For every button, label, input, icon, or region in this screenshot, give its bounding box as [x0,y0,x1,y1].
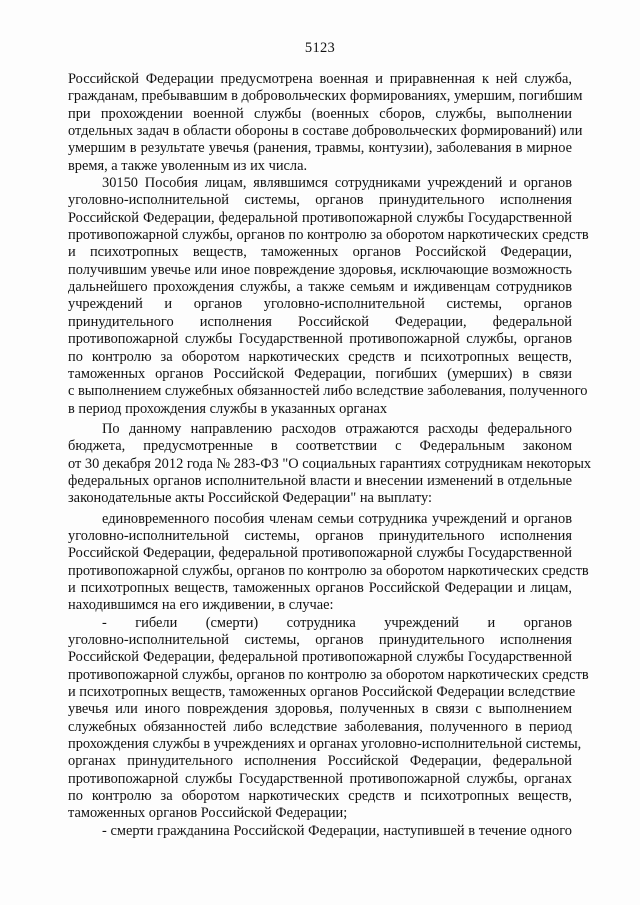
text-line: время, а также уволенным из их числа. [68,157,308,174]
text-line: гражданам, пребывавшим в добровольческих формированиях, умершим, погибшим [68,88,583,105]
text-line: таможенных органов Российской Федерации, погибших (умерших) в связи [68,365,572,382]
text-line: уголовно-исполнительной системы, органов принудительного исполнения [68,632,572,648]
text-line: от 30 декабря 2012 года № 283-ФЗ "О социальных гарантиях сотрудникам некоторых [68,455,592,472]
text-line: противопожарной службы Государственной противопожарной службы, органов [68,331,572,348]
text-line: дальнейшего прохождения службы, а также семьям и иждивенцам сотрудников [68,279,572,296]
text-line: 30150 Пособия лицам, являвшимся сотрудниками учреждений и органов [102,175,572,192]
text-line: по контролю за оборотом наркотических средств и психотропных веществ, [68,348,572,365]
text-line: Российской Федерации, федеральной противопожарной службы Государственной [68,545,572,562]
text-line: По данному направлению расходов отражаются расходы федерального [102,420,572,437]
text-line: и психотропных веществ, таможенных органов Российской Федерации, [68,244,572,261]
text-line: и психотропных веществ, таможенных органов Российской Федерации вследствие [68,684,576,701]
paragraph-lump-sum [68,510,589,615]
paragraph-30150 [68,175,589,418]
text-line: умершим в результате увечья (ранения, травмы, контузии), заболевания в мирное [68,140,572,157]
paragraph-death-case [68,614,589,823]
text-line: Российской Федерации, федеральной противопожарной службы Государственной [68,209,572,226]
text-line: - смерти гражданина Российской Федерации, наступившей в течение одного [102,822,572,839]
text-line: противопожарной службы, органов по контролю за оборотом наркотических средств [68,562,589,579]
document-body [68,71,592,840]
text-line: получившим увечье или иное повреждение здоровья, исключающие возможность [68,261,572,278]
text-line: служебных обязанностей либо вследствие заболевания, полученного в период [68,718,572,735]
text-line: противопожарной службы, органов по контролю за оборотом наркотических средств [68,666,589,683]
text-line: Российской Федерации, федеральной противопожарной службы Государственной [68,649,572,666]
text-line: таможенных органов Российской Федерации; [68,805,348,822]
text-line: по контролю за оборотом наркотических средств и психотропных веществ, [68,788,572,805]
text-line: увечья или иного повреждения здоровья, полученных в связи с выполнением [68,701,572,718]
text-line: законодательные акты Российской Федерации" на выплату: [68,490,432,507]
text-line: органах принудительного исполнения Российской Федерации, федеральной [68,753,572,770]
text-line: принудительного исполнения Российской Федерации, федеральной [68,313,572,330]
text-line: находившимся на его иждивении, в случае: [68,597,334,614]
text-line: федеральных органов исполнительной власти и внесении изменений в отдельные [68,472,572,489]
text-line: единовременного пособия членам семьи сотрудника учреждений и органов [102,510,572,527]
text-line: - гибели (смерти) сотрудника учреждений и органов [102,614,572,631]
text-line: с выполнением служебных обязанностей либо вследствие заболевания, полученного [68,383,588,400]
text-line: уголовно-исполнительной системы, органов принудительного исполнения [68,527,572,544]
text-line: противопожарной службы, органов по контролю за оборотом наркотических средств [68,227,589,244]
text-line: при прохождении военной службы (военных сборов, службы, выполнении [68,105,572,122]
text-line: учреждений и органов уголовно-исполнительной системы, органов [68,296,572,313]
text-line: отдельных задач в области обороны в составе добровольческих формирований) или [68,123,583,140]
text-line: в период прохождения службы в указанных органах [68,400,388,417]
text-line: и психотропных веществ, таможенных органов Российской Федерации и лицам, [68,579,572,596]
text-line: бюджета, предусмотренные в соответствии с Федеральным законом [68,438,572,455]
text-line: уголовно-исполнительной системы, органов принудительного исполнения [68,192,572,209]
text-line: Российской Федерации предусмотрена военная и приравненная к ней служба, [68,71,572,87]
paragraph-citizen-death [68,823,572,840]
page-number: 5123 [304,40,336,56]
text-line: прохождения службы в учреждениях и органах уголовно-исполнительной системы, [68,736,582,753]
text-line: противопожарной службы Государственной противопожарной службы, органах [68,770,572,787]
paragraph-expenses [68,420,592,508]
paragraph-continuation [68,71,583,175]
